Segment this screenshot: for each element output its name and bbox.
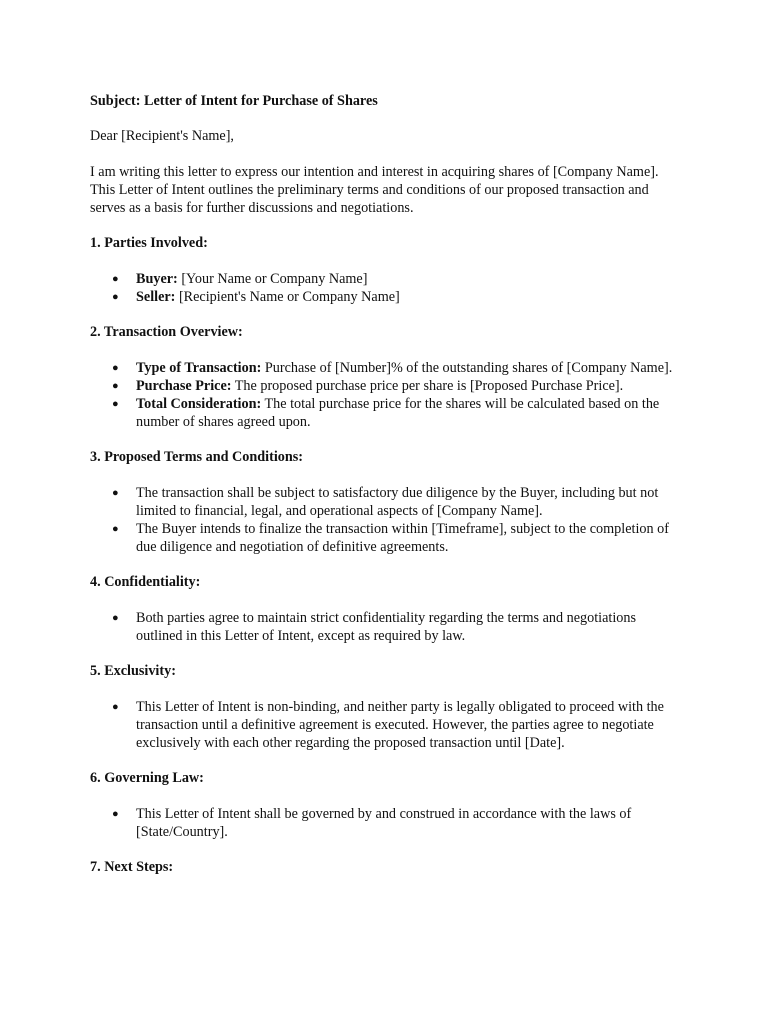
letter-subject: Subject: Letter of Intent for Purchase of Shares — [90, 93, 378, 109]
list-item-term: Type of Transaction: — [136, 360, 262, 376]
bullet-icon: ● — [112, 398, 119, 410]
section-bullet-list — [90, 270, 680, 306]
list-item — [90, 270, 680, 288]
list-item-text: This Letter of Intent is non-binding, and neither party is legally obligated to proceed with the transaction until a definitive agreement is executed. However, the parties agree to negotiate exclusively with each other regarding the proposed transaction until [Date]. — [136, 699, 664, 751]
list-item-text: The total purchase price for the shares will be calculated based on the number of shares agreed upon. — [136, 396, 660, 430]
list-item-text: Both parties agree to maintain strict confidentiality regarding the terms and negotiations outlined in this Letter of Intent, except as required by law. — [136, 610, 636, 644]
section-bullet-list — [90, 359, 680, 431]
list-item — [90, 288, 680, 306]
section-bullet-list — [90, 609, 680, 645]
list-item-text: This Letter of Intent shall be governed by and construed in accordance with the laws of [State/Country]. — [136, 806, 632, 840]
list-item — [90, 377, 680, 395]
list-item — [90, 484, 680, 520]
bullet-icon: ● — [112, 612, 119, 624]
list-item — [90, 698, 680, 752]
list-item-term: Buyer: — [136, 271, 178, 287]
list-item — [90, 805, 680, 841]
section-bullet-list — [90, 698, 680, 752]
list-item-term: Purchase Price: — [136, 378, 232, 394]
bullet-icon: ● — [112, 523, 119, 535]
letter-document — [90, 92, 680, 894]
bullet-icon: ● — [112, 808, 119, 820]
list-item-text: [Your Name or Company Name] — [177, 271, 368, 287]
bullet-icon: ● — [112, 701, 119, 713]
bullet-icon: ● — [112, 291, 119, 303]
list-item-text: The transaction shall be subject to satisfactory due diligence by the Buyer, including but not limited to financial, legal, and operational aspects of [Company Name]. — [136, 485, 659, 519]
section-heading: 2. Transaction Overview: — [90, 324, 243, 340]
list-item-text: The Buyer intends to finalize the transaction within [Timeframe], subject to the completion of due diligence and negotiation of definitive agreements. — [136, 521, 669, 555]
section-bullet-list — [90, 805, 680, 841]
list-item — [90, 520, 680, 556]
section-bullet-list — [90, 484, 680, 556]
list-item — [90, 609, 680, 645]
bullet-icon: ● — [112, 362, 119, 374]
list-item — [90, 395, 680, 431]
section-heading: 4. Confidentiality: — [90, 574, 201, 590]
list-item-term: Seller: — [136, 289, 176, 305]
section-heading: 3. Proposed Terms and Conditions: — [90, 449, 303, 465]
section-heading: 6. Governing Law: — [90, 770, 204, 786]
list-item-text: Purchase of [Number]% of the outstanding shares of [Company Name]. — [261, 360, 673, 376]
bullet-icon: ● — [112, 273, 119, 285]
bullet-icon: ● — [112, 487, 119, 499]
list-item-term: Total Consideration: — [136, 396, 262, 412]
bullet-icon: ● — [112, 380, 119, 392]
section-heading: 5. Exclusivity: — [90, 663, 176, 679]
letter-greeting: Dear [Recipient's Name], — [90, 128, 234, 144]
list-item-text: [Recipient's Name or Company Name] — [175, 289, 400, 305]
letter-sections — [90, 234, 680, 876]
letter-intro: I am writing this letter to express our intention and interest in acquiring shares of [Company Name]. This Letter of Intent outlines the preliminary terms and conditions of our proposed transaction and serves as a basis for further discussions and negotiations. — [90, 164, 659, 216]
list-item — [90, 359, 680, 377]
list-item-text: The proposed purchase price per share is [Proposed Purchase Price]. — [231, 378, 624, 394]
section-heading: 7. Next Steps: — [90, 859, 174, 875]
section-heading: 1. Parties Involved: — [90, 235, 208, 251]
